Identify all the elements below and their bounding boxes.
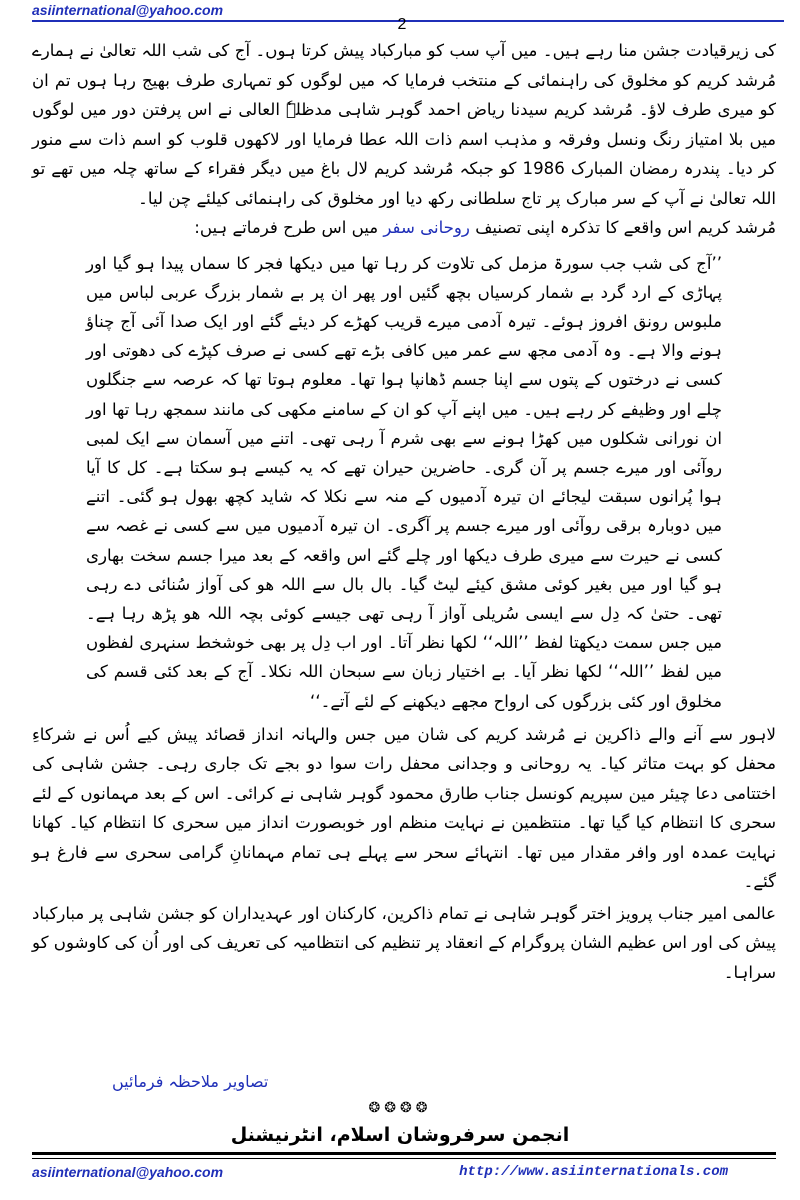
quote-intro-end: میں اس طرح فرماتے ہیں: [194,218,384,237]
paragraph-jashn: کی زیرقیادت جشن منا رہے ہیں۔ میں آپ سب کو مبارکباد پیش کرتا ہوں۔ آج کی شب اللہ تعالیٰ نے ہمارے مُرشد کریم کو مخلوق کی راہنمائی کے منتخب فرمایا کہ میں لوگوں کو تمہاری طرف بھیج رہا ہوں تم ان کو میری طرف لاؤ۔ مُرشد کریم سیدنا ریاض احمد گوہر شاہی مدظلہٗ العالی نے اس پرفتن دور میں لوگوں میں بلا امتیاز رنگ ونسل وفرقہ و مذہب اسم ذات اللہ عطا فرمایا اور لاکھوں قلوب کو اسم ذات سے منور کر دیا۔ پندرہ رمضان المبارک 1986 کو جبکہ مُرشد کریم لال باغ میں دیگر فقراء کے ساتھ چلہ میں تھے تو اللہ تعالیٰ نے آپ کے سر مبارک پر تاج سلطانی رکھ دیا اور مخلوق کی راہنمائی کیلئے چن لیا۔ [32,41,776,208]
footer-website-link[interactable]: http://www.asiinternationals.com [459,1164,728,1180]
book-title-link[interactable]: روحانی سفر [383,218,470,237]
page-number: 2 [397,16,407,33]
footer-rule-thin [32,1158,776,1159]
footer-rule-thick [32,1152,776,1155]
view-photos-link[interactable]: تصاویر ملاحظہ فرمائیں [112,1072,269,1091]
organization-name: انجمن سرفروشان اسلام، انٹرنیشنل [230,1124,570,1146]
star-ornament: ❂❂❂❂ [368,1100,432,1116]
quote-intro [32,213,776,243]
header-email[interactable]: asiinternational@yahoo.com [32,2,224,18]
block-quote: ’’آج کی شب جب سورۃ مزمل کی تلاوت کر رہا تھا میں دیکھا فجر کا سماں پیدا ہو گیا اور پہاڑی کے ارد گرد بے شمار کرسیاں بچھ گئیں اور پھر ان پر بے شمار بزرگ عربی لباس میں ملبوس رونق افروز ہوئے۔ تیرہ آدمی میرے قریب کھڑے کر دیئے گئے اور ایک صدا آئی آج چناؤ ہونے والا ہے۔ وہ آدمی مجھ سے عمر میں کافی بڑے تھے کسی نے صرف کپڑے کی دھوتی اور کسی نے درختوں کے پتوں سے اپنا جسم ڈھانپا ہوا تھا۔ معلوم ہوتا تھا کہ عرصہ سے جنگلوں چلے اور وظیفے کر رہے ہیں۔ میں اپنے آپ کو ان کے سامنے مکھی کی مانند سمجھ رہا تھا اور ان نورانی شکلوں میں کھڑا ہونے سے بھی شرم آ رہی تھی۔ اتنے میں آسمان سے ایک لمبی روآئی اور میرے جسم پر آن گری۔ حاضرین حیران تھے کہ یہ کیسے ہو سکتا ہے۔ کل کا آیا ہوا پُرانوں سبقت لیجائے ان تیرہ آدمیوں کے منہ سے نکلا کہ شاید کچھ بھول ہو گئی۔ اتنے میں دوبارہ برقی روآئی اور میرے جسم پر آگری۔ ان تیرہ آدمیوں میں سے کسی نے غصہ سے کسی نے حیرت سے میری طرف دیکھا اور چلے گئے اس واقعہ کے بعد میرا جسم سخت بھاری ہو گیا اور میں بغیر کوئی مشق کیئے لیٹ گیا۔ بال بال سے اللہ ھو کی آواز سُنائی دے رہی تھی۔ حتیٰ کہ دِل سے ایسی سُریلی آواز آ رہی تھی جیسے کوئی بچہ اللہ ھو پڑھ رہا ہے۔ میں جس سمت دیکھتا لفظ ’’اللہ‘‘ لکھا نظر آتا۔ اور اب دِل پر بھی خوشخط سنہری لفظوں میں لفظ ’’اللہ‘‘ لکھا نظر آیا۔ بے اختیار زبان سے سبحان اللہ نکلا۔ آج کے بعد کئی قسم کی مخلوق اور کئی بزرگوں کی ارواح مجھے دیکھنے کے لئے آتے۔‘‘ [86,253,722,711]
article-body [32,36,776,987]
footer-email[interactable]: asiinternational@yahoo.com [32,1164,224,1180]
paragraph-lahore: لاہور سے آنے والے ذاکرین نے مُرشد کریم کی شان میں جس والہانہ انداز قصائد پیش کیے اُس نے شرکاءِ محفل کو بہت متاثر کیا۔ یہ روحانی و وجدانی محفل رات سوا دو بجے تک جاری رہی۔ جشن شاہی کی اختتامی دعا چیئر مین سپریم کونسل جناب طارق محمود گوہر شاہی نے کرائی۔ اس کے بعد مہمانوں کے لئے سحری کا انتظام کیا گیا تھا۔ منتظمین نے نہایت منظم اور خوبصورت انداز میں سحری کا انتظام کیا۔ کھانا نہایت عمدہ اور وافر مقدار میں تھا۔ انتہائے سحر سے پہلے ہی تمام مہمانانِ گرامی سحری سے فارغ ہو گئے۔ [32,724,776,892]
quote-intro-start: مُرشد کریم اس واقعے کا تذکرہ اپنی تصنیف [469,218,776,237]
paragraph-alami-ameer: عالمی امیر جناب پرویز اختر گوہر شاہی نے تمام ذاکرین، کارکنان اور عہدیداران کو جشن شاہی پر مبارکباد پیش کی اور اس عظیم الشان پروگرام کے انعقاد پر تنظیم کی انتظامیہ کی تعریف کی اور اُن کی کاوشوں کو سراہا۔ [32,903,776,982]
